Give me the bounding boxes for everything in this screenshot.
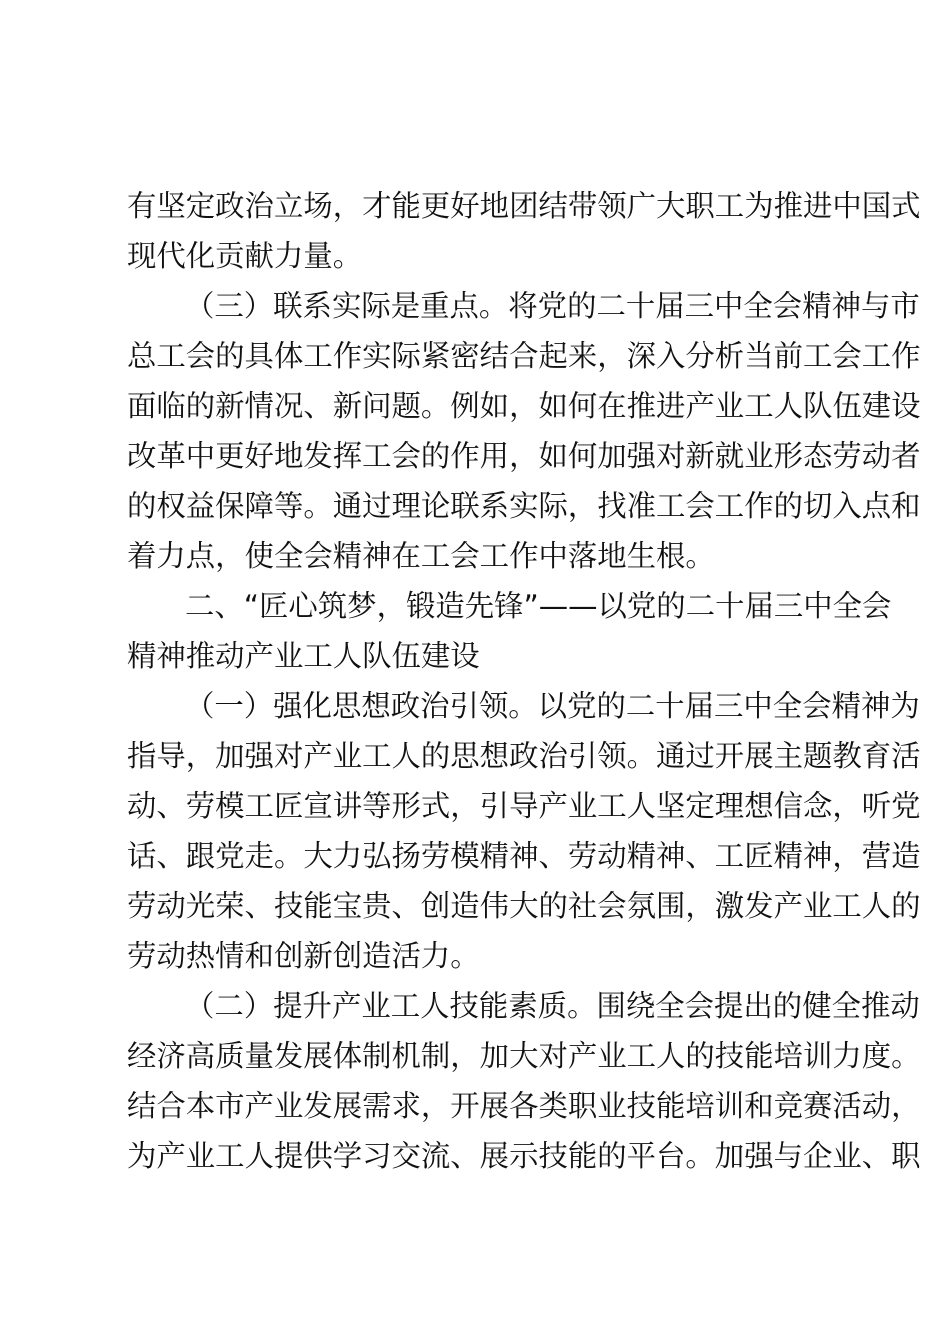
text-line: 为产业工人提供学习交流、展示技能的平台。加强与企业、职 xyxy=(127,1139,921,1173)
document-body xyxy=(127,181,921,1181)
text-line: 现代化贡献力量。 xyxy=(127,239,363,273)
text-line: 有坚定政治立场，才能更好地团结带领广大职工为推进中国式 xyxy=(127,189,921,223)
text-line: 结合本市产业发展需求，开展各类职业技能培训和竞赛活动， xyxy=(127,1089,921,1123)
chapter-heading-2-line: 精神推动产业工人队伍建设 xyxy=(127,639,480,673)
section-heading-1-line: （一）强化思想政治引领。以党的二十届三中全会精神为 xyxy=(185,689,920,723)
chapter-heading-2-line: 二、“匠心筑梦，锻造先锋”——以党的二十届三中全会 xyxy=(185,589,892,623)
text-line: 指导，加强对产业工人的思想政治引领。通过开展主题教育活 xyxy=(127,739,921,773)
section-heading-3-line: （三）联系实际是重点。将党的二十届三中全会精神与市 xyxy=(185,289,920,323)
text-line: 面临的新情况、新问题。例如，如何在推进产业工人队伍建设 xyxy=(127,389,921,423)
text-line: 改革中更好地发挥工会的作用，如何加强对新就业形态劳动者 xyxy=(127,439,921,473)
text-line: 的权益保障等。通过理论联系实际，找准工会工作的切入点和 xyxy=(127,489,921,523)
text-line: 劳动热情和创新创造活力。 xyxy=(127,939,480,973)
text-line: 经济高质量发展体制机制，加大对产业工人的技能培训力度。 xyxy=(127,1039,921,1073)
text-line: 话、跟党走。大力弘扬劳模精神、劳动精神、工匠精神，营造 xyxy=(127,839,921,873)
text-line: 劳动光荣、技能宝贵、创造伟大的社会氛围，激发产业工人的 xyxy=(127,889,921,923)
text-line: 总工会的具体工作实际紧密结合起来，深入分析当前工会工作 xyxy=(127,339,921,373)
section-heading-2-line: （二）提升产业工人技能素质。围绕全会提出的健全推动 xyxy=(185,989,920,1023)
text-line: 着力点，使全会精神在工会工作中落地生根。 xyxy=(127,539,715,573)
text-line: 动、劳模工匠宣讲等形式，引导产业工人坚定理想信念，听党 xyxy=(127,789,921,823)
